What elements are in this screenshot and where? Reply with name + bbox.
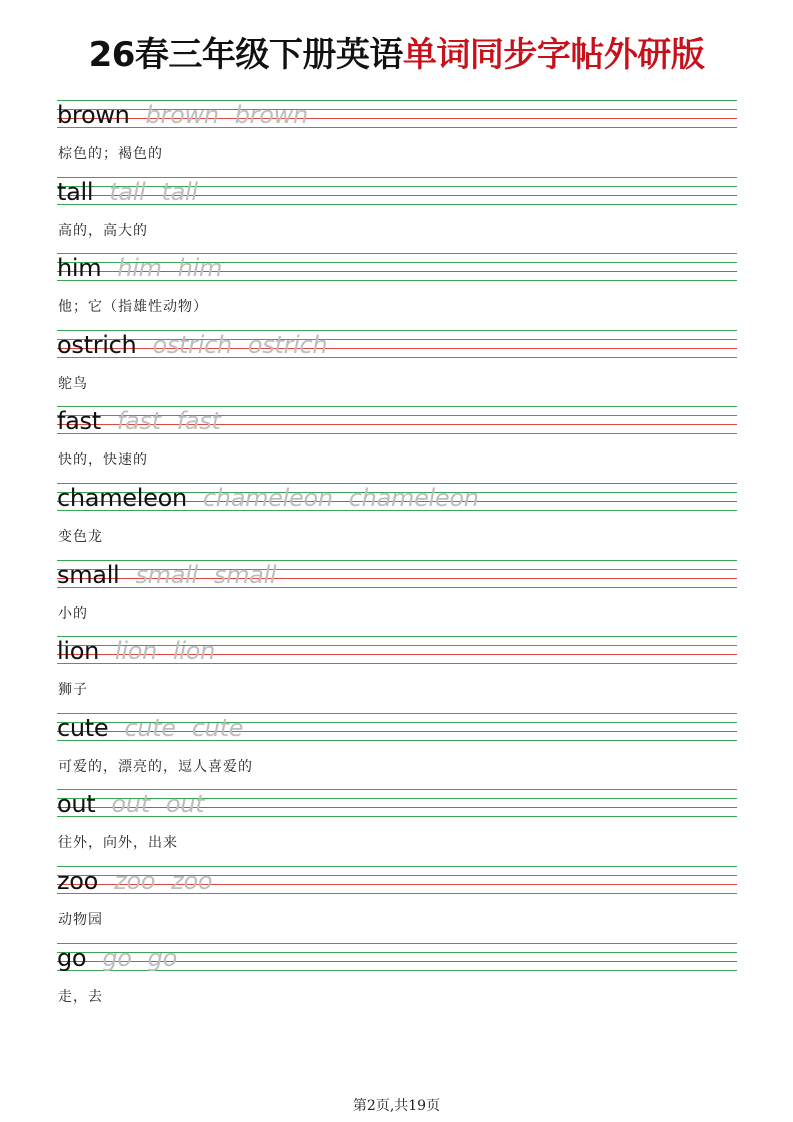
word-entry (0, 943, 793, 1019)
word-entry (0, 177, 793, 253)
word-row (57, 712, 243, 744)
trace-word: tall (161, 177, 198, 206)
english-word: out (57, 790, 96, 819)
word-entry (0, 483, 793, 559)
word-row (57, 635, 215, 667)
trace-word: brown (145, 101, 219, 129)
english-word: chameleon (57, 484, 187, 512)
chinese-meaning: 往外，向外，出来 (58, 835, 178, 852)
chinese-meaning: 走，去 (58, 988, 103, 1005)
chinese-meaning: 小的 (58, 605, 88, 622)
chinese-meaning: 可爱的，漂亮的，逗人喜爱的 (58, 758, 253, 775)
page-number: 第2页,共19页 (352, 1098, 441, 1114)
trace-word: out (111, 790, 150, 819)
word-entry (0, 253, 793, 329)
trace-word: go (147, 943, 177, 972)
word-entry (0, 330, 793, 406)
trace-word: him (117, 254, 162, 283)
trace-word: chameleon (348, 484, 479, 512)
english-word: cute (57, 713, 109, 742)
title-grade-part: 26春三年级下册英语 (88, 35, 403, 75)
word-row (57, 99, 308, 131)
word-row (57, 176, 198, 208)
trace-word: go (102, 943, 132, 972)
chinese-meaning: 高的，高大的 (58, 222, 148, 239)
word-row (57, 942, 177, 974)
word-row (57, 559, 276, 591)
word-row (57, 252, 222, 284)
trace-word: ostrich (247, 330, 328, 359)
chinese-meaning: 快的，快速的 (58, 452, 148, 469)
word-entry (0, 406, 793, 482)
trace-word: small (135, 560, 198, 589)
word-row (57, 788, 204, 820)
trace-word: zoo (171, 867, 213, 895)
chinese-meaning: 鸵鸟 (58, 375, 88, 392)
trace-word: him (177, 254, 223, 283)
trace-word: lion (173, 637, 216, 666)
trace-word: small (213, 560, 277, 589)
word-row (57, 865, 212, 897)
english-word: go (57, 943, 87, 972)
english-word: brown (57, 101, 130, 129)
title-subject-part: 单词同步字帖外研版 (402, 35, 705, 75)
english-word: tall (57, 177, 94, 206)
word-row (57, 405, 221, 437)
chinese-meaning: 他；它（指雄性动物） (58, 299, 208, 316)
trace-word: cute (124, 713, 176, 742)
trace-word: brown (234, 101, 308, 129)
english-word: lion (57, 637, 100, 666)
word-entry (0, 560, 793, 636)
trace-word: cute (191, 713, 244, 742)
trace-word: out (165, 790, 205, 819)
word-row (57, 482, 479, 514)
chinese-meaning: 棕色的；褐色的 (58, 146, 163, 162)
trace-word: tall (109, 177, 146, 206)
trace-word: lion (115, 637, 158, 666)
english-word: ostrich (57, 330, 137, 359)
word-entry (0, 713, 793, 789)
word-entry (0, 866, 793, 942)
word-entry (0, 636, 793, 712)
trace-word: zoo (114, 867, 156, 895)
word-row (57, 329, 327, 361)
english-word: him (57, 254, 102, 283)
page-title (0, 32, 793, 78)
trace-word: ostrich (152, 330, 232, 359)
trace-word: fast (116, 407, 161, 436)
chinese-meaning: 动物园 (58, 912, 103, 928)
trace-word: chameleon (202, 484, 333, 512)
english-word: fast (57, 407, 101, 436)
trace-word: fast (176, 407, 221, 436)
word-entry (0, 100, 793, 176)
english-word: zoo (57, 867, 99, 895)
word-entry (0, 789, 793, 865)
english-word: small (57, 560, 120, 589)
chinese-meaning: 狮子 (58, 682, 88, 699)
chinese-meaning: 变色龙 (58, 529, 103, 545)
